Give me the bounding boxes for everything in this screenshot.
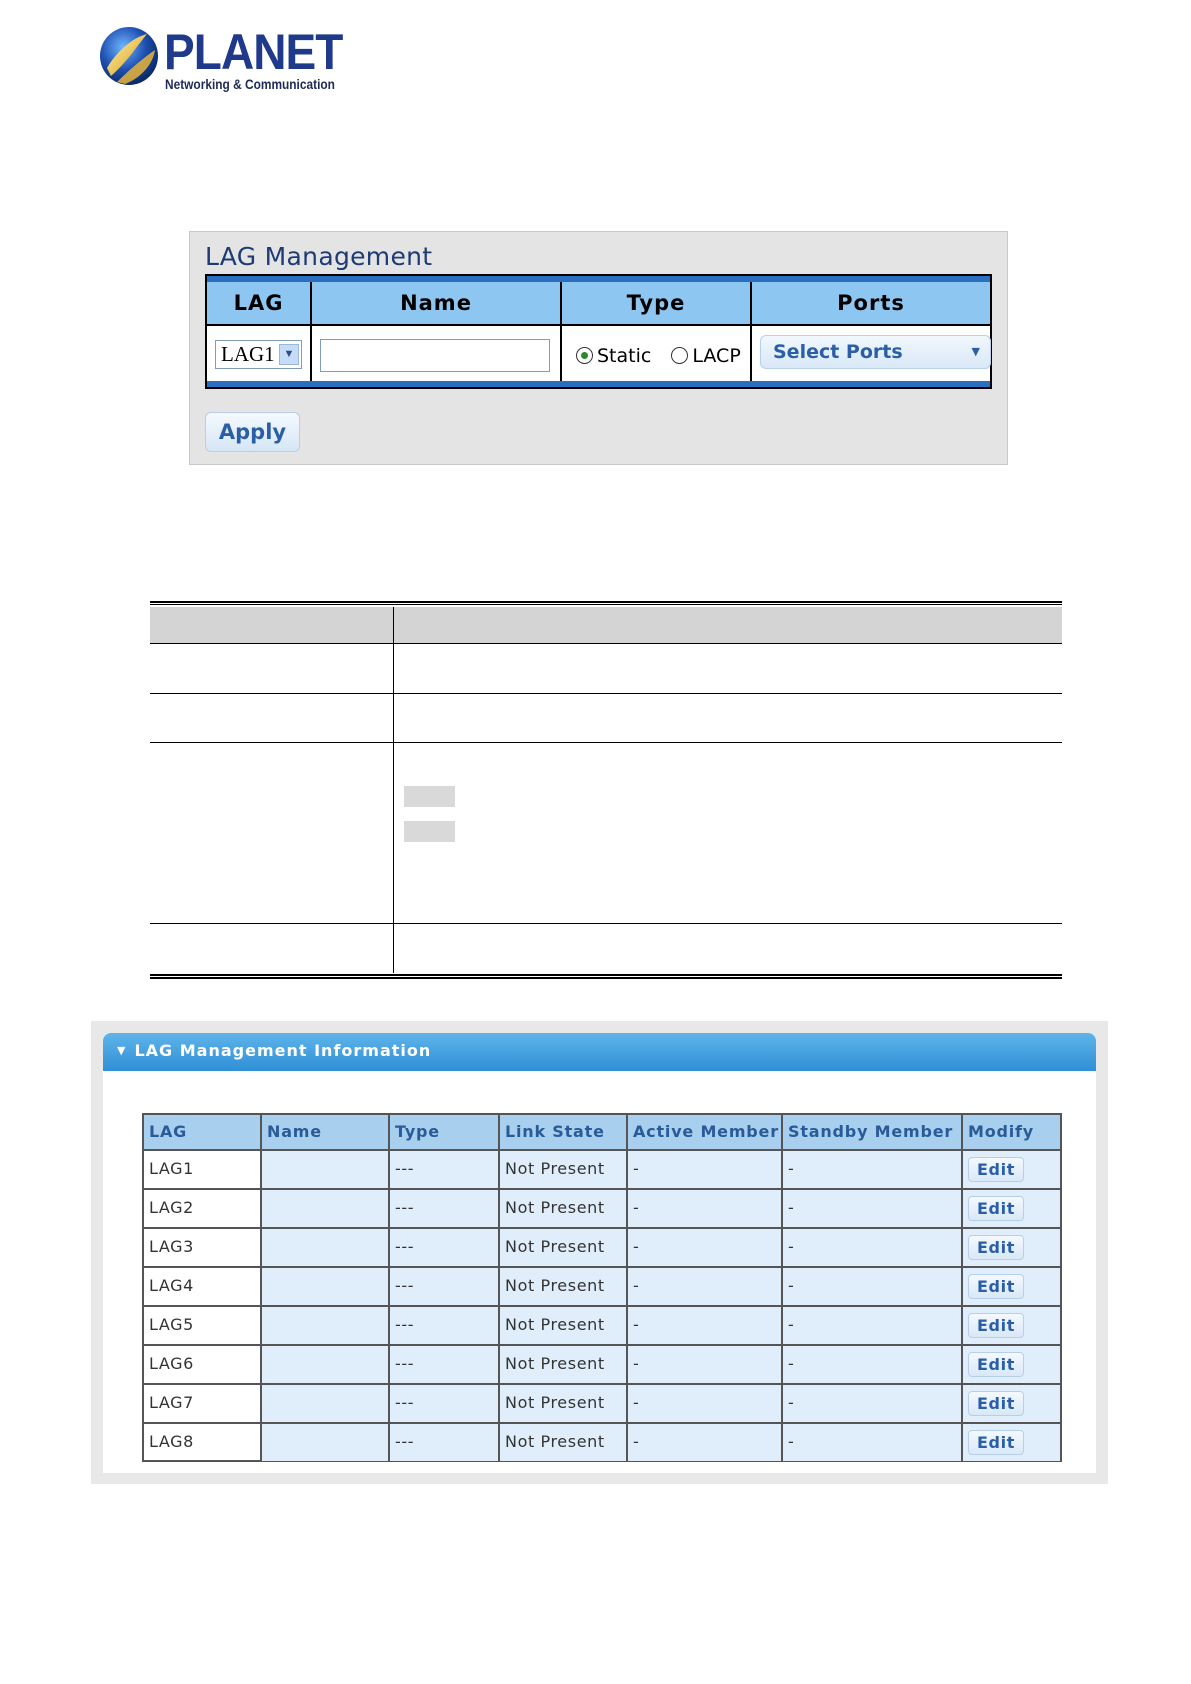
apply-button[interactable]: Apply — [205, 412, 300, 452]
cell-name — [262, 1305, 390, 1344]
chevron-down-icon: ▼ — [971, 345, 980, 358]
column-divider — [393, 607, 394, 973]
cell-lag: LAG7 — [144, 1383, 262, 1422]
cell-type: --- — [390, 1149, 500, 1188]
header-type: Type — [562, 282, 752, 324]
type-cell — [562, 326, 752, 383]
cell-link-state: Not Present — [500, 1305, 628, 1344]
cell-modify — [963, 1266, 1060, 1305]
cell-name — [262, 1422, 390, 1461]
edit-button[interactable]: Edit — [968, 1157, 1024, 1182]
cell-link-state: Not Present — [500, 1188, 628, 1227]
col-header-active-member: Active Member — [628, 1115, 783, 1149]
lag-info-table — [142, 1113, 1062, 1462]
edit-button[interactable]: Edit — [968, 1352, 1024, 1377]
lacp-label: LACP — [692, 344, 741, 367]
table-row — [144, 1305, 1060, 1344]
lag-config-table — [205, 274, 992, 389]
row-divider — [150, 693, 1062, 694]
table-row — [144, 1188, 1060, 1227]
header-name: Name — [312, 282, 562, 324]
cell-lag: LAG5 — [144, 1305, 262, 1344]
planet-logo — [97, 24, 357, 96]
select-ports-label: Select Ports — [773, 341, 903, 363]
cell-modify — [963, 1305, 1060, 1344]
cell-standby-member: - — [783, 1305, 963, 1344]
edit-button[interactable]: Edit — [968, 1391, 1024, 1416]
lag-info-panel-body — [103, 1033, 1096, 1473]
lag-info-panel — [91, 1021, 1108, 1484]
cell-name — [262, 1383, 390, 1422]
table-row — [144, 1383, 1060, 1422]
edit-button[interactable]: Edit — [968, 1274, 1024, 1299]
cell-link-state: Not Present — [500, 1227, 628, 1266]
cell-active-member: - — [628, 1383, 783, 1422]
cell-name — [262, 1266, 390, 1305]
cell-modify — [963, 1344, 1060, 1383]
table-row — [144, 1227, 1060, 1266]
edit-button[interactable]: Edit — [968, 1196, 1024, 1221]
lag-management-panel — [189, 231, 1008, 465]
edit-button[interactable]: Edit — [968, 1313, 1024, 1338]
globe-icon — [97, 24, 161, 88]
cell-name — [262, 1149, 390, 1188]
cell-modify — [963, 1227, 1060, 1266]
cell-type: --- — [390, 1383, 500, 1422]
description-table-header — [150, 607, 1062, 643]
cell-active-member: - — [628, 1305, 783, 1344]
table-bottom-bar — [207, 381, 990, 387]
cell-link-state: Not Present — [500, 1266, 628, 1305]
cell-lag: LAG3 — [144, 1227, 262, 1266]
cell-standby-member: - — [783, 1188, 963, 1227]
static-radio[interactable] — [576, 347, 593, 364]
cell-active-member: - — [628, 1344, 783, 1383]
table-row — [144, 1344, 1060, 1383]
col-header-modify: Modify — [963, 1115, 1060, 1149]
collapse-arrow-icon[interactable]: ▼ — [117, 1044, 127, 1057]
select-ports-button[interactable] — [760, 335, 991, 369]
cell-standby-member: - — [783, 1149, 963, 1188]
row-divider — [150, 742, 1062, 743]
col-header-standby-member: Standby Member — [783, 1115, 963, 1149]
table-row — [144, 1149, 1060, 1188]
cell-link-state: Not Present — [500, 1422, 628, 1461]
cell-name — [262, 1227, 390, 1266]
name-input[interactable] — [320, 339, 550, 372]
option-chip — [404, 821, 455, 842]
cell-lag: LAG2 — [144, 1188, 262, 1227]
table-top-rule — [150, 601, 1062, 605]
static-label: Static — [597, 344, 652, 367]
table-row — [144, 1422, 1060, 1461]
cell-lag: LAG8 — [144, 1422, 262, 1461]
type-radio-group — [576, 344, 741, 367]
panel-title: LAG Management — [205, 242, 433, 271]
cell-modify — [963, 1422, 1060, 1461]
cell-standby-member: - — [783, 1266, 963, 1305]
cell-type: --- — [390, 1188, 500, 1227]
cell-standby-member: - — [783, 1422, 963, 1461]
cell-type: --- — [390, 1344, 500, 1383]
cell-type: --- — [390, 1305, 500, 1344]
cell-active-member: - — [628, 1422, 783, 1461]
description-table — [150, 601, 1062, 979]
option-chip — [404, 786, 455, 807]
cell-active-member: - — [628, 1149, 783, 1188]
col-header-type: Type — [390, 1115, 500, 1149]
chevron-down-icon[interactable]: ▼ — [279, 344, 299, 365]
cell-active-member: - — [628, 1266, 783, 1305]
row-divider — [150, 643, 1062, 644]
lacp-radio[interactable] — [671, 347, 688, 364]
cell-lag: LAG1 — [144, 1149, 262, 1188]
col-header-lag: LAG — [144, 1115, 262, 1149]
lag-info-title: LAG Management Information — [134, 1041, 432, 1060]
cell-name — [262, 1344, 390, 1383]
cell-standby-member: - — [783, 1344, 963, 1383]
cell-modify — [963, 1383, 1060, 1422]
table-bottom-rule — [150, 974, 1062, 979]
cell-type: --- — [390, 1227, 500, 1266]
ports-cell — [752, 326, 990, 383]
cell-modify — [963, 1149, 1060, 1188]
cell-modify — [963, 1188, 1060, 1227]
cell-link-state: Not Present — [500, 1149, 628, 1188]
cell-type: --- — [390, 1422, 500, 1461]
col-header-link-state: Link State — [500, 1115, 628, 1149]
lag-info-header[interactable] — [103, 1033, 1096, 1071]
cell-lag: LAG6 — [144, 1344, 262, 1383]
header-ports: Ports — [752, 282, 990, 324]
cell-active-member: - — [628, 1188, 783, 1227]
col-header-name: Name — [262, 1115, 390, 1149]
cell-active-member: - — [628, 1227, 783, 1266]
table-row — [144, 1266, 1060, 1305]
cell-link-state: Not Present — [500, 1344, 628, 1383]
cell-standby-member: - — [783, 1227, 963, 1266]
lag-cell — [207, 326, 312, 383]
name-cell — [312, 326, 562, 383]
cell-lag: LAG4 — [144, 1266, 262, 1305]
cell-name — [262, 1188, 390, 1227]
edit-button[interactable]: Edit — [968, 1235, 1024, 1260]
lag-select[interactable] — [215, 340, 302, 369]
logo-tagline: Networking & Communication — [165, 76, 335, 92]
cell-link-state: Not Present — [500, 1383, 628, 1422]
edit-button[interactable]: Edit — [968, 1430, 1024, 1455]
cell-type: --- — [390, 1266, 500, 1305]
lag-select-value: LAG1 — [221, 342, 275, 366]
row-divider — [150, 923, 1062, 924]
cell-standby-member: - — [783, 1383, 963, 1422]
logo-wordmark: PLANET — [164, 24, 343, 80]
header-lag: LAG — [207, 282, 312, 324]
